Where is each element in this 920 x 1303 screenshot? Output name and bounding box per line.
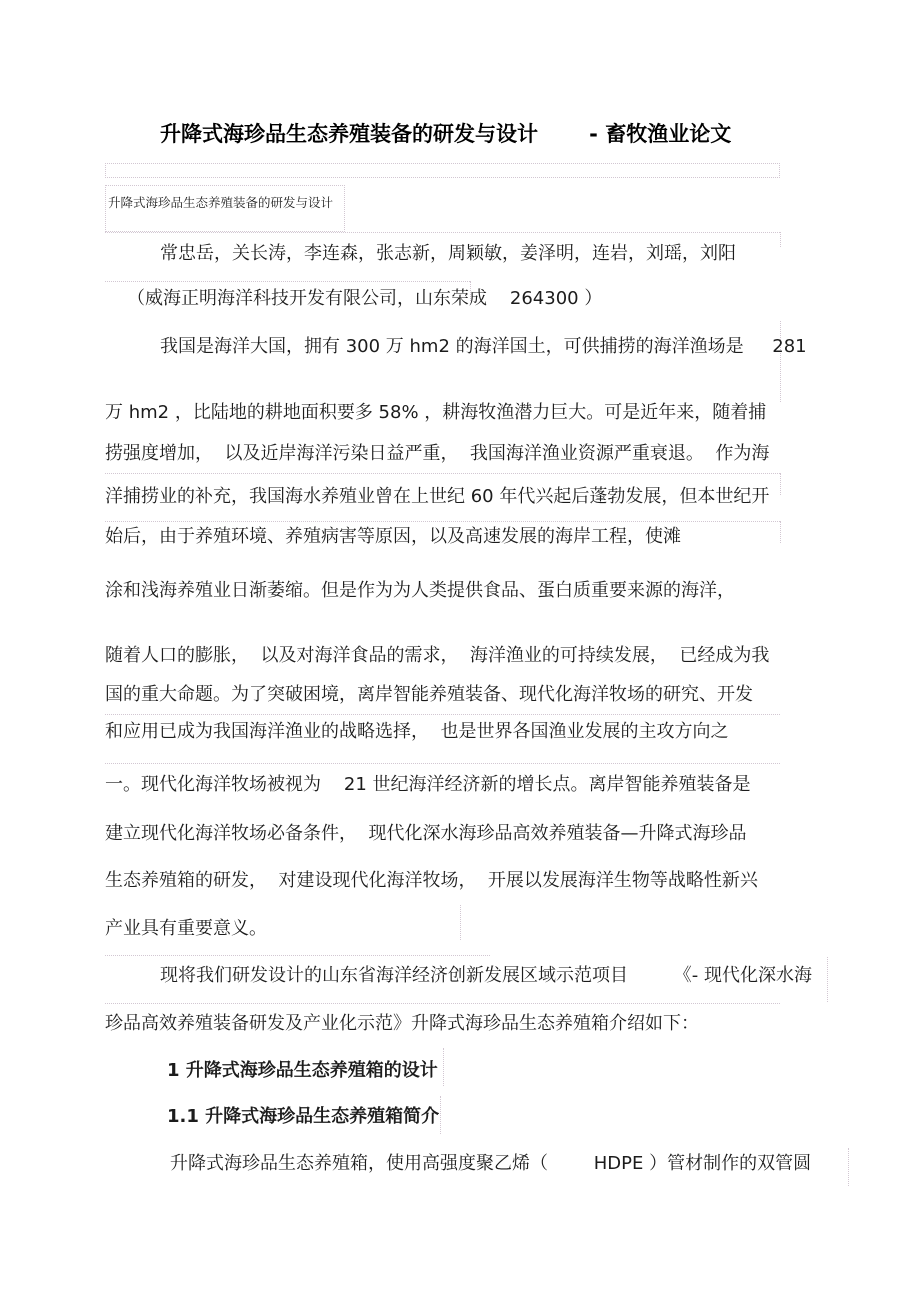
paragraph-divider bbox=[105, 232, 780, 233]
paragraph-divider bbox=[105, 1003, 780, 1004]
paragraph-divider bbox=[105, 714, 780, 715]
section-heading-1: 1 升降式海珍品生态养殖箱的设计 bbox=[167, 1060, 438, 1081]
body-line: 生态养殖箱的研发， 对建设现代化海洋牧场， 开展以发展海洋生物等战略性新兴 bbox=[105, 870, 758, 891]
paragraph-divider-end bbox=[780, 521, 781, 543]
body-line: 洋捕捞业的补充，我国海水养殖业曾在上世纪 60 年代兴起后蓬勃发展，但本世纪开 bbox=[105, 486, 770, 507]
body-line: 万 hm2 ，比陆地的耕地面积要多 58% ，耕海牧渔潜力巨大。可是近年来，随着捕 bbox=[105, 402, 767, 423]
paragraph-divider bbox=[105, 763, 780, 764]
body-line: 产业具有重要意义。 bbox=[105, 918, 267, 939]
subtitle-frame bbox=[105, 185, 345, 232]
body-line: 现将我们研发设计的山东省海洋经济创新发展区域示范项目 《- 现代化深水海 bbox=[160, 965, 812, 986]
body-line: 随着人口的膨胀， 以及对海洋食品的需求， 海洋渔业的可持续发展， 已经成为我 bbox=[105, 645, 770, 666]
body-line: 始后，由于养殖环境、养殖病害等原因，以及高速发展的海岸工程，使滩 bbox=[105, 526, 681, 547]
authors-line: 常忠岳，关长涛，李连森，张志新，周颖敏，姜泽明，连岩，刘瑶，刘阳 bbox=[160, 243, 736, 264]
body-line: 涂和浅海养殖业日渐萎缩。但是作为为人类提供食品、蛋白质重要来源的海洋， bbox=[105, 580, 735, 601]
paragraph-divider bbox=[105, 521, 780, 522]
body-line: 珍品高效养殖装备研发及产业化示范》升降式海珍品生态养殖箱介绍如下： bbox=[105, 1013, 699, 1034]
document-subtitle: 升降式海珍品生态养殖装备的研发与设计 bbox=[108, 195, 334, 210]
section-heading-1-1: 1.1 升降式海珍品生态养殖箱简介 bbox=[167, 1106, 440, 1127]
body-line: 国的重大命题。为了突破困境，离岸智能养殖装备、现代化海洋牧场的研究、开发 bbox=[105, 684, 753, 705]
paragraph-divider-end bbox=[780, 473, 781, 495]
paragraph-divider bbox=[105, 955, 490, 956]
paragraph-divider bbox=[105, 281, 470, 282]
paragraph-frame-edge bbox=[827, 957, 828, 1002]
paragraph-divider bbox=[105, 473, 780, 474]
body-line: 升降式海珍品生态养殖箱，使用高强度聚乙烯（ HDPE ）管材制作的双管圆 bbox=[170, 1153, 812, 1174]
empty-paragraph-frame bbox=[105, 163, 780, 178]
paragraph-frame-edge bbox=[440, 1096, 441, 1134]
paragraph-frame-edge bbox=[443, 1048, 444, 1086]
body-line: 和应用已成为我国海洋渔业的战略选择， 也是世界各国渔业发展的主攻方向之 bbox=[105, 721, 729, 742]
paragraph-frame-edge bbox=[460, 905, 461, 940]
body-line: 我国是海洋大国，拥有 300 万 hm2 的海洋国土，可供捕捞的海洋渔场是 281 bbox=[160, 336, 807, 357]
paragraph-frame-edge bbox=[848, 1148, 849, 1186]
document-title: 升降式海珍品生态养殖装备的研发与设计 - 畜牧渔业论文 bbox=[160, 122, 732, 146]
body-line: 建立现代化海洋牧场必备条件， 现代化深水海珍品高效养殖装备—升降式海珍品 bbox=[105, 823, 747, 844]
body-line: 一。现代化海洋牧场被视为 21 世纪海洋经济新的增长点。离岸智能养殖装备是 bbox=[105, 774, 751, 795]
body-line: 捞强度增加， 以及近岸海洋污染日益严重， 我国海洋渔业资源严重衰退。 作为海 bbox=[105, 443, 770, 464]
affiliation-line: （威海正明海洋科技开发有限公司，山东荣成 264300 ） bbox=[127, 288, 603, 309]
paragraph-divider-end bbox=[780, 232, 781, 247]
